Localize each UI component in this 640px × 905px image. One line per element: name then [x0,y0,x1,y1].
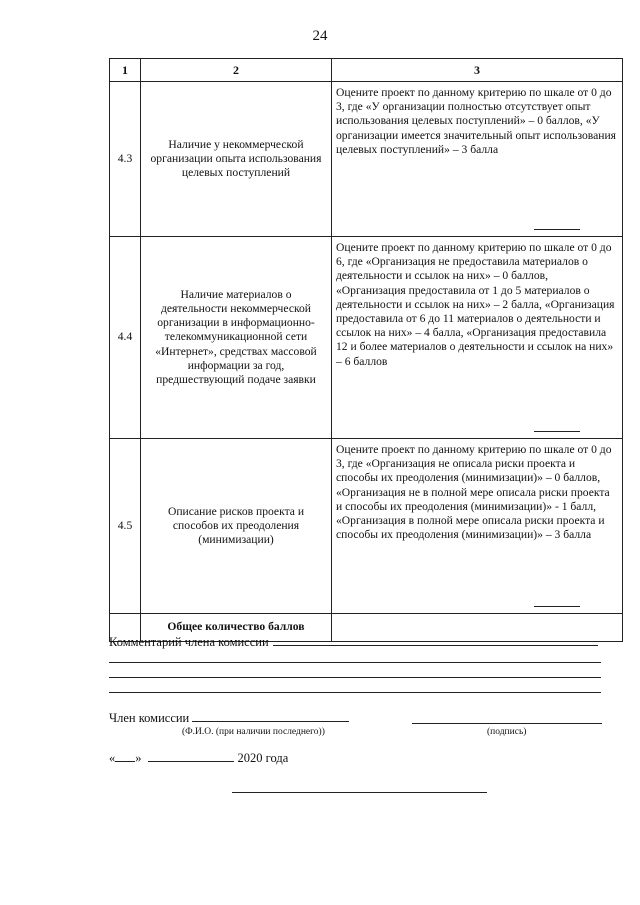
day-field [115,750,135,762]
score-entry-line [534,606,580,607]
table-row [110,82,623,237]
date-row [109,750,288,766]
date-close-quote: » [135,751,142,765]
month-field [148,750,234,762]
scoring-description: Оцените проект по данному критерию по шкале от 0 до 3, где «У организации полностью отсутствует опыт использования целевых поступлений» – 0 баллов, «У организации имеется значительный опыт использования целевых поступлений» – 3 балла [336,86,616,156]
criterion-text: Наличие материалов о деятельности некоммерческой организации в информационно-телекоммуникационной сети «Интернет», средствах массовой информации за год, предшествующий подаче заявки [141,237,332,439]
fio-caption: (Ф.И.О. (при наличии последнего)) [182,727,325,737]
page-number: 24 [312,28,328,44]
score-entry-line [534,229,580,230]
scoring-cell [332,237,623,439]
total-label: Общее количество баллов [141,614,332,642]
scoring-description: Оцените проект по данному критерию по шкале от 0 до 6, где «Организация не предоставила материалов о деятельности и ссылок на них» – 0 баллов, «Организация предоставила от 1 до 5 материалов о деятельности и ссылок на них» – 2 балла, «Организация предоставила от 6 до 11 материалов о деятельности и ссылок на них» – 4 балла, «Организация предоставила 12 и более материалов о деятельности и ссылок на них» – 6 баллов [336,241,615,368]
row-number: 4.4 [110,237,141,439]
header-col-3: 3 [332,59,623,82]
comment-line [109,677,601,678]
row-number: 4.3 [110,82,141,237]
table-row [110,237,623,439]
evaluation-table [109,58,623,642]
comment-field [273,634,598,646]
criterion-text: Наличие у некоммерческой организации опыта использования целевых поступлений [141,82,332,237]
comment-label: Комментарий члена комиссии [109,635,269,649]
comment-row [109,634,601,650]
scoring-description: Оцените проект по данному критерию по шкале от 0 до 3, где «Организация не описала риски проекта и способы их преодоления (минимизации)» – 0 баллов, «Организация не в полной мере описала риски проекта и способы их преодоления (минимизации)» - 1 балл, «Организация в полной мере описала риски проекта и способы их преодоления (минимизации)» – 3 балла [336,443,612,542]
date-open-quote: « [109,751,116,765]
date-year: 2020 года [237,751,289,765]
criterion-text: Описание рисков проекта и способов их преодоления (минимизации) [141,439,332,614]
table-header-row [110,59,623,82]
comment-line [109,662,601,663]
bottom-line [232,792,487,793]
member-name-field [192,710,349,722]
header-col-1: 1 [110,59,141,82]
scoring-cell [332,439,623,614]
scoring-cell [332,82,623,237]
table-row [110,439,623,614]
member-label: Член комиссии [109,711,190,725]
score-entry-line [534,431,580,432]
member-row [109,710,349,726]
row-number: 4.5 [110,439,141,614]
header-col-2: 2 [141,59,332,82]
signature-line [412,723,602,724]
signature-caption: (подпись) [487,727,527,737]
comment-line [109,692,601,693]
